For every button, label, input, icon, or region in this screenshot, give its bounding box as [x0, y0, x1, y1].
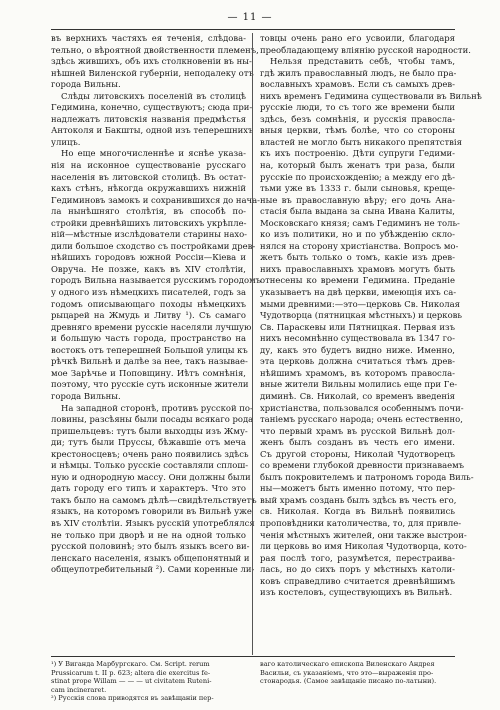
text-line: вныя церкви, тѣмъ болѣе, что со стороны [260, 125, 455, 136]
text-line: города Вильны. [51, 79, 121, 90]
text-line: гдѣ жилъ православный людъ, не было пра- [260, 67, 457, 78]
text-line: Антоколя и Бакшты, одной изъ теперешнихъ [51, 125, 254, 136]
text-line: ны—можетъ быть именно потому, что пер- [260, 483, 455, 494]
footnote-line: cam incineraret. [51, 685, 107, 694]
footnotes-right [260, 660, 455, 686]
text-line: ловины, разсѣяны были посады всякаго рода [51, 414, 254, 425]
text-line: востокъ отъ теперешней Большой улицы къ [51, 344, 248, 355]
footnotes-left [51, 660, 246, 703]
text-line: въ XIV столѣтіи. Языкъ русскій употреблялся [51, 517, 255, 528]
footnote-line: stinat prope Willam — — — ut civitatem Ruteni- [51, 677, 212, 686]
text-line: таніемъ русскаго народа; очень естественно, [260, 414, 463, 425]
footnote-line: Prussicarum t. II p. 623; altera die exercitus fe- [51, 668, 211, 677]
text-line: отнесены ко времени Гедимина. Преданіе [260, 275, 455, 286]
footnote-line: Васильи, съ указаніемъ, что это—выраженія про- [260, 668, 434, 677]
text-line: нялся на сторону христіанства. Вопросъ мо- [260, 240, 459, 251]
text-line: общеупотребительный ²). Сами коренные ли- [51, 564, 255, 575]
text-line: вные жители Вильны молились еще при Ге- [260, 379, 458, 390]
text-line: вославныхъ храмовъ. Если съ самыхъ древ- [260, 79, 455, 90]
text-line: тельно, о вѣроятной двойственности племенъ, [51, 44, 259, 55]
text-line: Чудотворца (пятницкая мѣстныхъ) и церковь [260, 310, 462, 321]
text-line: стройки древнѣйшихъ литовскихъ укрѣпле- [51, 217, 247, 228]
footnote-line: стонародья. (Самое завѣщаніе писано по-латыни). [260, 677, 437, 686]
text-line: нихъ временъ Гедимина существовали въ Вильнѣ [260, 90, 482, 101]
text-line: Гедиминовъ замокъ и сохранившихся до нача- [51, 194, 261, 205]
left-text-column [51, 33, 261, 576]
text-line: нихъ православныхъ храмовъ могутъ быть [260, 263, 455, 274]
text-line: нѣйшихъ городовъ южной Россіи—Кіева и [51, 252, 246, 263]
right-text-column [260, 33, 482, 599]
text-line: вый храмъ создань былъ здѣсь въ честь его, [260, 494, 457, 505]
text-line: эта церковь должна считаться тѣмъ древ- [260, 356, 455, 367]
text-line: Овруча. Не позже, какъ въ XIV столѣтіи, [51, 263, 246, 274]
footnote-line: ²) Русскія слова приводятся въ завѣщаніи пер- [51, 694, 214, 703]
text-line: былъ покровителемъ и патрономъ города Виль- [260, 471, 474, 482]
text-line: со времени глубокой древности признаваемъ [260, 460, 465, 471]
text-line: диминѣ. Св. Николай, со временъ введенія [260, 390, 455, 401]
text-line: крестоносцевъ; очень рано появились здѣсь [51, 448, 249, 459]
text-line: На западной сторонѣ, противъ русской по- [61, 402, 253, 413]
text-line: улицъ. [51, 136, 81, 147]
footnote-line: ваго католическаго епископа Виленскаго Андрея [260, 660, 435, 668]
text-line: дили большое сходство съ постройками древ- [51, 240, 256, 251]
text-line: у одного изъ нѣмецкихъ писателей, годъ за [51, 287, 246, 298]
text-line: ду, какъ это будетъ видно ниже. Именно, [260, 344, 455, 355]
text-line: тьми уже въ 1333 г. были сыновья, креще- [260, 183, 455, 194]
text-line: указываетъ на двѣ церкви, имеющія ихъ са- [260, 287, 457, 298]
text-line: ла нынѣшняго столѣтія, въ способѣ по- [51, 206, 246, 217]
text-line: ченія мѣстныхъ жителей, они также выстрои- [260, 529, 467, 540]
text-line: пришельцевъ: тутъ были выходцы изъ Жму- [51, 425, 248, 436]
text-line: такъ было на самомъ дѣлѣ—свидѣтельствуетъ [51, 494, 257, 505]
text-line: ди; тутъ были Пруссы, бѣжавшіе отъ меча [51, 437, 246, 448]
text-line: Нельзя представить себѣ, чтобы тамъ, [270, 56, 455, 67]
page-number: — 11 — [227, 12, 273, 23]
text-line: Слѣды литовскихъ поселеній въ столицѣ [61, 90, 246, 101]
text-line: лась, но до сихъ поръ у мѣстныхъ католи- [260, 564, 455, 575]
text-line: русскіе по происхожденію; а между его дѣ- [260, 171, 455, 182]
text-line: мое Зарѣчье и Поповщину. Иѣтъ сомнѣнія, [51, 367, 246, 378]
text-line: нѣшней Виленской губерніи, неподалеку отъ [51, 67, 254, 78]
text-line: ленскаго населенія, языкъ общепонятный и [51, 552, 250, 563]
text-line: Гедимина, конечно, существуютъ; сюда при- [51, 102, 253, 113]
text-line: женъ былъ созданъ въ честь его имени. [260, 437, 455, 448]
text-line: нія на исконное существованіе русскаго [51, 160, 246, 171]
text-line: Московскаго князя; самъ Гедиминъ не толь- [260, 217, 460, 228]
text-line: проповѣдники католичества, то, для привле- [260, 517, 462, 528]
text-line: что первый храмъ въ русской Вильнѣ дол- [260, 425, 455, 436]
text-line: русской половинѣ; это былъ языкъ всего ви- [51, 541, 250, 552]
column-divider [252, 33, 253, 655]
text-line: городъ Вильна называется русскимъ городомъ [51, 275, 261, 286]
text-line: населенія въ литовской столицѣ. Въ остат- [51, 171, 246, 182]
text-line: на, который былъ женатъ три раза, были [260, 160, 455, 171]
text-line: здѣсь жившихъ, объ ихъ столкновеніи въ ны- [51, 56, 252, 67]
text-line: властей не могло быть никакого препятствія [260, 136, 462, 147]
text-line: Св. Параскевы или Пятницкая. Первая изъ [260, 321, 455, 332]
footnote-line: ¹) У Вигандa Марбургскаго. Cм. Script. rerum [51, 660, 210, 668]
text-line: ковъ справедливо считается древнѣйшимъ [260, 575, 455, 586]
text-line: надлежатъ литовскія названія предмѣстья [51, 113, 246, 124]
header-rule [51, 29, 455, 30]
text-line: языкъ, на которомъ говорили въ Вильнѣ уже [51, 506, 252, 517]
text-line: русскіе люди, то съ того же времени были [260, 102, 455, 113]
text-line: ній—мѣстные изслѣдователи старины нахо- [51, 229, 248, 240]
text-line: нѣйшимъ храмомъ, въ которомъ правосла- [260, 367, 455, 378]
text-line: поэтому, что русскіе суть исконные жители [51, 379, 249, 390]
text-line: Съ другой стороны, Николай Чудотворецъ [260, 448, 455, 459]
text-line: и большую часть города, пространство на [51, 333, 246, 344]
text-line: мыми древними:—это—церковь Св. Николая [260, 298, 460, 309]
text-line: города Вильны. [51, 390, 121, 401]
text-line: ные въ православную вѣру; его дочь Ана- [260, 194, 455, 205]
text-line: и нѣмцы. Только русскіе составляли сплош- [51, 460, 249, 471]
text-line: рая послѣ того, разумѣется, перестраива- [260, 552, 455, 563]
text-line: стасія была выдана за сына Ивана Калиты, [260, 206, 455, 217]
text-line: древняго времени русскіе населяли лучшую [51, 321, 252, 332]
text-line: ную и однородную массу. Они должны были [51, 471, 251, 482]
footnote-rule [51, 656, 455, 657]
text-line: изъ костеловъ, существующихъ въ Вильнѣ. [260, 587, 453, 598]
text-line: рыцарей на Жмудь и Литву ¹). Съ самаго [51, 310, 246, 321]
text-line: кахъ стѣнъ, нѣкогда окружавшихъ нижній [51, 183, 246, 194]
text-line: св. Николая. Когда въ Вильнѣ появились [260, 506, 455, 517]
text-line: рѣчкѣ Вильнѣ и далѣе за нее, такъ называе- [51, 356, 248, 367]
text-line: здѣсь, безъ сомнѣнія, и русскія правосла- [260, 113, 455, 124]
text-line: Но еще многочисленнѣе и яснѣе указа- [61, 148, 246, 159]
text-line: товцы очень рано его усвоили, благодаря [260, 33, 455, 43]
text-line: дать городу его типъ и характеръ. Что это [51, 483, 246, 494]
text-line: ли церковь во имя Николая Чудотворца, кото- [260, 541, 467, 552]
text-line: въ верхнихъ частяхъ ея теченія, слѣдова- [51, 33, 246, 43]
text-line: жетъ быть только о томъ, какіе изъ древ- [260, 252, 455, 263]
text-line: преобладающему вліянію русской народности. [260, 44, 471, 55]
text-line: годомъ описывающаго походы нѣмецкихъ [51, 298, 246, 309]
text-line: къ ихъ построенію. Дѣти супруги Гедими- [260, 148, 455, 159]
text-line: не только при дворѣ и не на одной только [51, 529, 246, 540]
text-line: нихъ несомнѣнно существовала въ 1347 го- [260, 333, 455, 344]
text-line: ко изъ политики, но и по убѣжденію скло- [260, 229, 455, 240]
text-line: христіанства, пользовался особеннымъ почи- [260, 402, 464, 413]
